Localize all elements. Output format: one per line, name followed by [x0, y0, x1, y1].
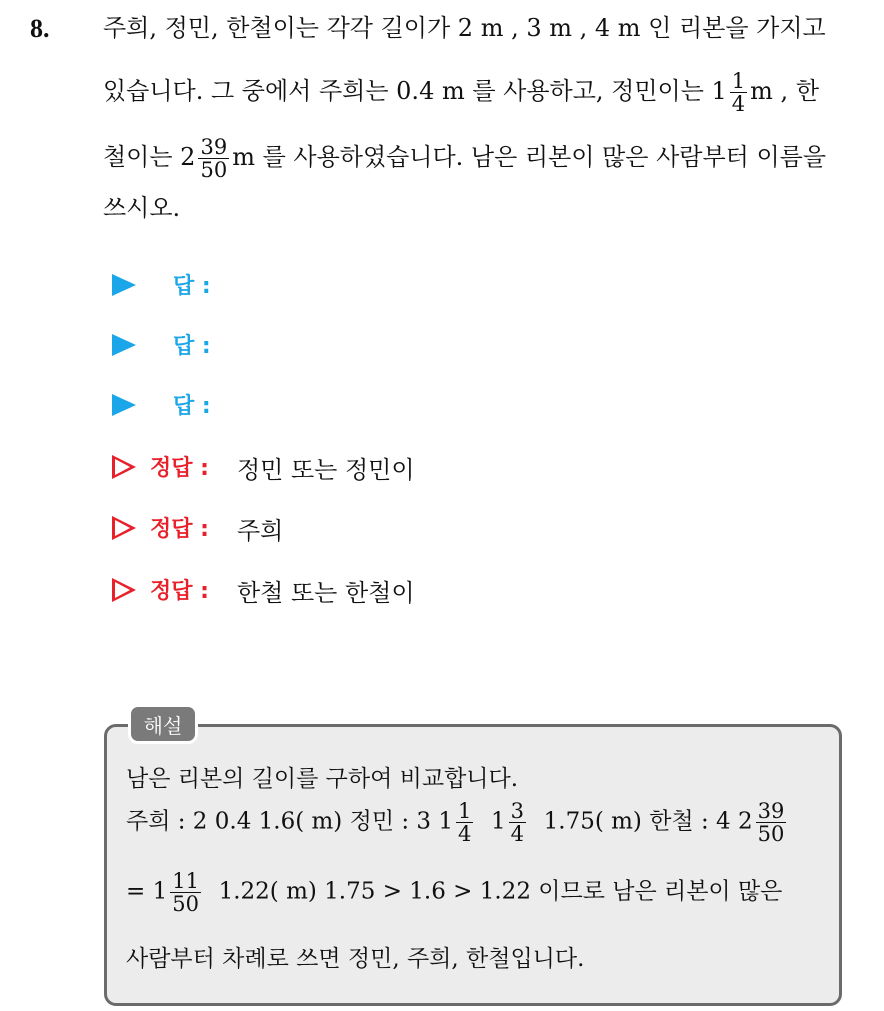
question-line-2-text-a: 있습니다. 그 중에서 주희는 0.4 m 를 사용하고, 정민이는 1: [103, 77, 727, 105]
solution-line-3-text-b: 1.22( m) 1.75 > 1.6 > 1.22 이므로 남은 리본이 많은: [218, 878, 783, 905]
solution-line-2-text-b: 1: [490, 808, 506, 835]
play-arrow-icon: [112, 334, 136, 356]
question-line-2-text-b: m , 한: [750, 77, 820, 105]
fraction-numerator: 39: [757, 799, 785, 823]
fraction-numerator: 11: [172, 869, 199, 893]
answer-label: 답 :: [173, 394, 211, 419]
question-number: 8.: [30, 14, 50, 43]
correct-answer-label: 정답 :: [150, 517, 209, 542]
fraction-denominator: 50: [200, 158, 228, 182]
fraction-39-50: [198, 136, 229, 181]
fraction-11-50: [170, 870, 201, 915]
fraction-denominator: 50: [757, 822, 785, 846]
fraction-numerator: 1: [731, 69, 746, 93]
outline-arrow-icon: [112, 455, 136, 479]
solution-line-2-text-a: 주희 : 2 0.4 1.6( m) 정민 : 3 1: [126, 808, 453, 835]
outline-arrow-icon: [112, 516, 136, 540]
fraction-denominator: 4: [510, 822, 524, 846]
fraction-numerator: 3: [510, 799, 524, 823]
correct-answer-text: 한철 또는 한철이: [237, 579, 415, 607]
play-arrow-icon: [112, 274, 136, 296]
solution-line-3: [126, 870, 782, 915]
question-line-4: 쓰시오.: [103, 194, 181, 222]
solution-line-3-text-a: = 1: [126, 878, 168, 905]
fraction-39-50: [756, 800, 787, 845]
fraction-1-4: [730, 70, 747, 115]
question-line-3: [103, 136, 826, 181]
correct-answer-label: 정답 :: [150, 456, 209, 481]
question-line-2: [103, 70, 819, 115]
play-arrow-icon: [112, 394, 136, 416]
solution-line-2-text-c: 1.75( m) 한철 : 4 2: [543, 808, 753, 835]
fraction-numerator: 39: [200, 135, 228, 159]
correct-answer-text: 주희: [237, 517, 284, 545]
answer-label: 답 :: [173, 274, 211, 299]
outline-arrow-icon: [112, 578, 136, 602]
answer-label: 답 :: [173, 334, 211, 359]
solution-tag: 해설: [128, 704, 198, 744]
fraction-denominator: 4: [457, 822, 472, 846]
fraction-denominator: 4: [731, 92, 746, 116]
fraction-3-4: [509, 800, 526, 845]
correct-answer-text: 정민 또는 정민이: [237, 456, 415, 484]
question-line-3-text-a: 철이는 2: [103, 143, 196, 171]
solution-line-4: 사람부터 차례로 쓰면 정민, 주희, 한철입니다.: [126, 946, 585, 972]
fraction-1-4: [456, 800, 473, 845]
fraction-numerator: 1: [457, 799, 472, 823]
solution-line-2: [126, 800, 789, 845]
question-line-1: 주희, 정민, 한철이는 각각 길이가 2 m , 3 m , 4 m 인 리본을 가지고: [103, 14, 826, 42]
fraction-denominator: 50: [172, 892, 199, 916]
correct-answer-label: 정답 :: [150, 579, 209, 604]
solution-line-1: 남은 리본의 길이를 구하여 비교합니다.: [126, 766, 519, 792]
question-line-3-text-b: m 를 사용하였습니다. 남은 리본이 많은 사람부터 이름을: [232, 143, 827, 171]
